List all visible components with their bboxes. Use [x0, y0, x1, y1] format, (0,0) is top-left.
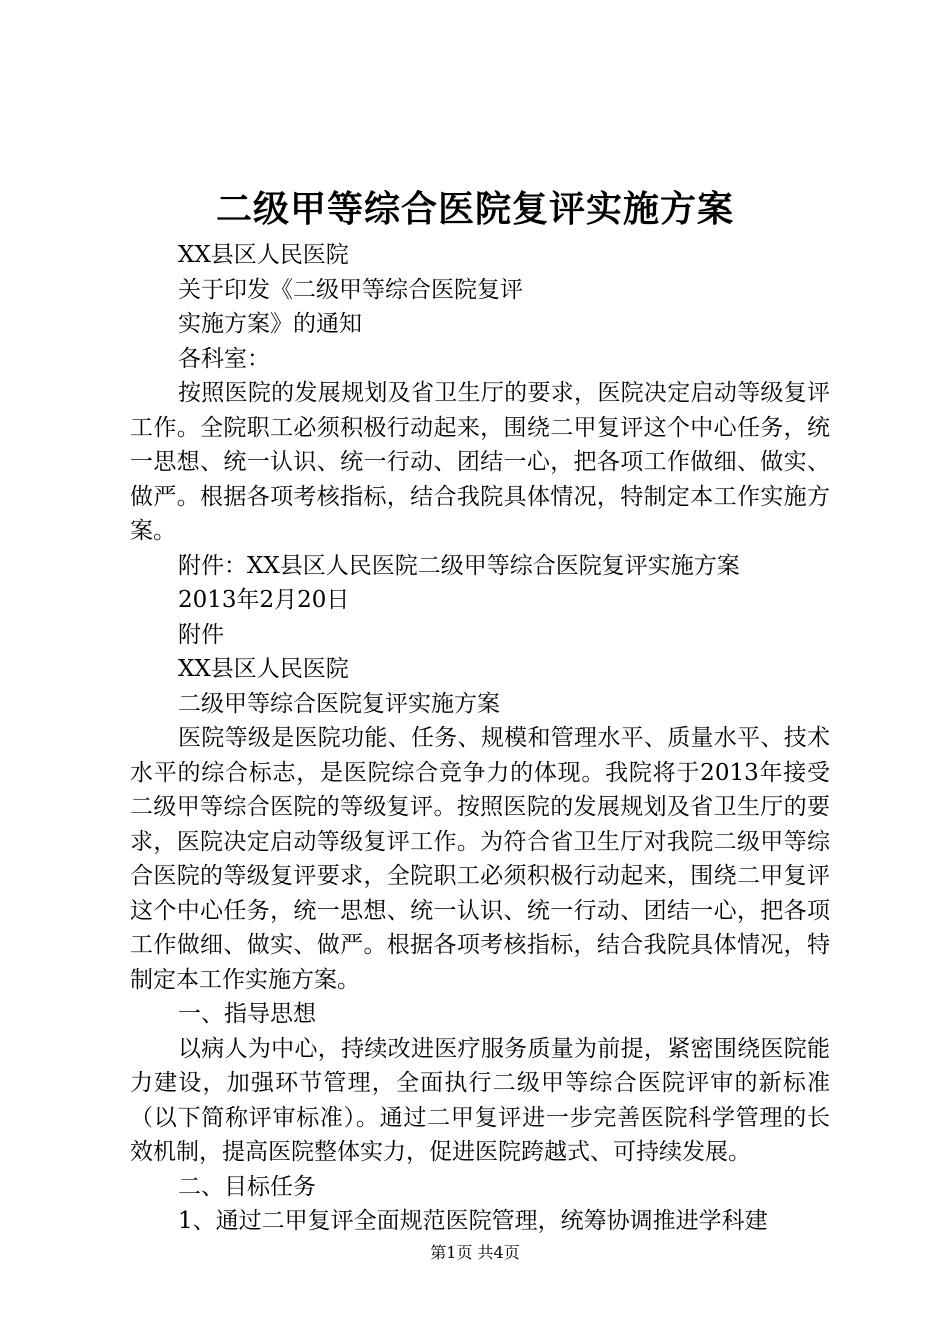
attachment-hospital-name: XX县区人民医院: [178, 656, 349, 682]
goals-item-1: 1、通过二甲复评全面规范医院管理，统筹协调推进学科建: [178, 1208, 768, 1234]
attachment-line: 附件：XX县区人民医院二级甲等综合医院复评实施方案: [178, 552, 740, 579]
intro-paragraph: 医院等级是医院功能、任务、规模和管理水平、质量水平、技术水平的综合标志，是医院综合竞争力的体现。我院将于2013年接受二级甲等综合医院的等级复评。按照医院的发展规划及省卫生厅的要求，医院决定启动等级复评工作。为符合省卫生厅对我院二级甲等综合医院的等级复评要求，全院职工必须积极行动起来，围绕二甲复评这个中心任务，统一思想、统一认识、统一行动、团结一心，把各项工作做细、做实、做严。根据各项考核指标，结合我院具体情况，特制定本工作实施方案。: [130, 725, 830, 993]
document-body: [130, 238, 830, 1239]
page-footer: 第1页 共4页: [430, 1243, 520, 1262]
notice-paragraph: 按照医院的发展规划及省卫生厅的要求，医院决定启动等级复评工作。全院职工必须积极行动起来，围绕二甲复评这个中心任务，统一思想、统一认识、统一行动、团结一心，把各项工作做细、做实、做严。根据各项考核指标，结合我院具体情况，特制定本工作实施方案。: [130, 380, 830, 544]
salutation: 各科室：: [178, 345, 270, 372]
guiding-ideology-paragraph: 以病人为中心，持续改进医疗服务质量为前提，紧密围绕医院能力建设，加强环节管理，全面执行二级甲等综合医院评审的新标准（以下简称评审标准）。通过二甲复评进一步完善医院科学管理的长效机制，提高医院整体实力，促进医院跨越式、可持续发展。: [130, 1035, 830, 1165]
notice-date: 2013年2月20日: [178, 587, 350, 613]
section-heading-goals: 二、目标任务: [178, 1173, 316, 1200]
attachment-heading: 附件: [178, 621, 224, 648]
notice-subject-line-1: 关于印发《二级甲等综合医院复评: [178, 276, 523, 303]
section-heading-guiding-ideology: 一、指导思想: [178, 1001, 316, 1027]
hospital-name: XX县区人民医院: [178, 242, 349, 268]
attachment-title: 二级甲等综合医院复评实施方案: [178, 690, 500, 717]
notice-subject-line-2: 实施方案》的通知: [178, 311, 362, 337]
document-title: 二级甲等综合医院复评实施方案: [215, 188, 734, 230]
